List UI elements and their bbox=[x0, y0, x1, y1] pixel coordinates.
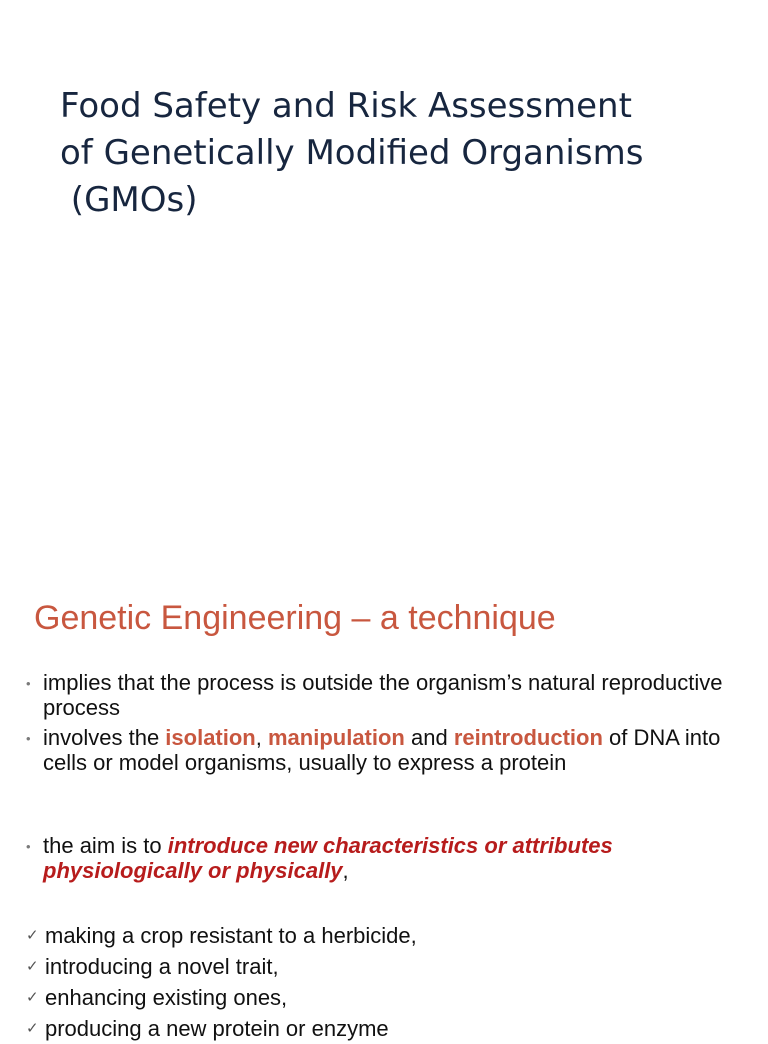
checklist-item bbox=[26, 982, 746, 1013]
check-icon: ✓ bbox=[26, 989, 39, 1006]
bullet-3-text bbox=[43, 834, 726, 883]
title-line-1: Food Safety and Risk Assessment bbox=[60, 86, 632, 126]
checklist-item bbox=[26, 951, 746, 982]
checklist-item-text: enhancing existing ones, bbox=[45, 985, 288, 1010]
title-line-2: of Genetically Modified Organisms bbox=[60, 133, 644, 173]
bullet-dot: • bbox=[26, 731, 31, 746]
examples-checklist bbox=[26, 920, 746, 1044]
check-icon: ✓ bbox=[26, 927, 39, 944]
checklist-item-text: making a crop resistant to a herbicide, bbox=[45, 923, 417, 948]
bullet-involves bbox=[26, 726, 726, 775]
bullet-3-prefix: the aim is to bbox=[43, 833, 168, 858]
bullet-2-prefix: involves the bbox=[43, 725, 166, 750]
bullet-2-sep-1: , bbox=[255, 725, 268, 750]
checklist-item-text: producing a new protein or enzyme bbox=[45, 1016, 389, 1041]
checklist-item bbox=[26, 1013, 746, 1044]
bullet-2-text bbox=[43, 726, 726, 775]
term-manipulation: manipulation bbox=[267, 725, 405, 750]
checklist-item bbox=[26, 920, 746, 951]
bullet-dot: • bbox=[26, 839, 31, 854]
term-isolation: isolation bbox=[165, 725, 256, 750]
aim-emphasis: introduce new characteristics or attributes physiologically or physically bbox=[43, 833, 613, 883]
bullet-2-rest: of DNA into cells or model organisms, usually to express a protein bbox=[43, 725, 721, 775]
check-icon: ✓ bbox=[26, 958, 39, 975]
check-icon: ✓ bbox=[26, 1020, 39, 1037]
checklist-item-text: introducing a novel trait, bbox=[45, 954, 279, 979]
bullet-process-outside bbox=[26, 671, 726, 720]
title-line-3: (GMOs) bbox=[60, 180, 198, 220]
bullet-dot: • bbox=[26, 676, 31, 691]
bullet-2-sep-2: and bbox=[404, 725, 454, 750]
term-reintroduction: reintroduction bbox=[453, 725, 603, 750]
slide-2-title: Genetic Engineering – a technique bbox=[34, 599, 556, 637]
bullet-aim bbox=[26, 834, 726, 883]
bullet-3-suffix: , bbox=[342, 857, 349, 883]
bullet-1-text: implies that the process is outside the organism’s natural reproductive process bbox=[43, 670, 723, 720]
slide-1-title bbox=[60, 83, 760, 224]
